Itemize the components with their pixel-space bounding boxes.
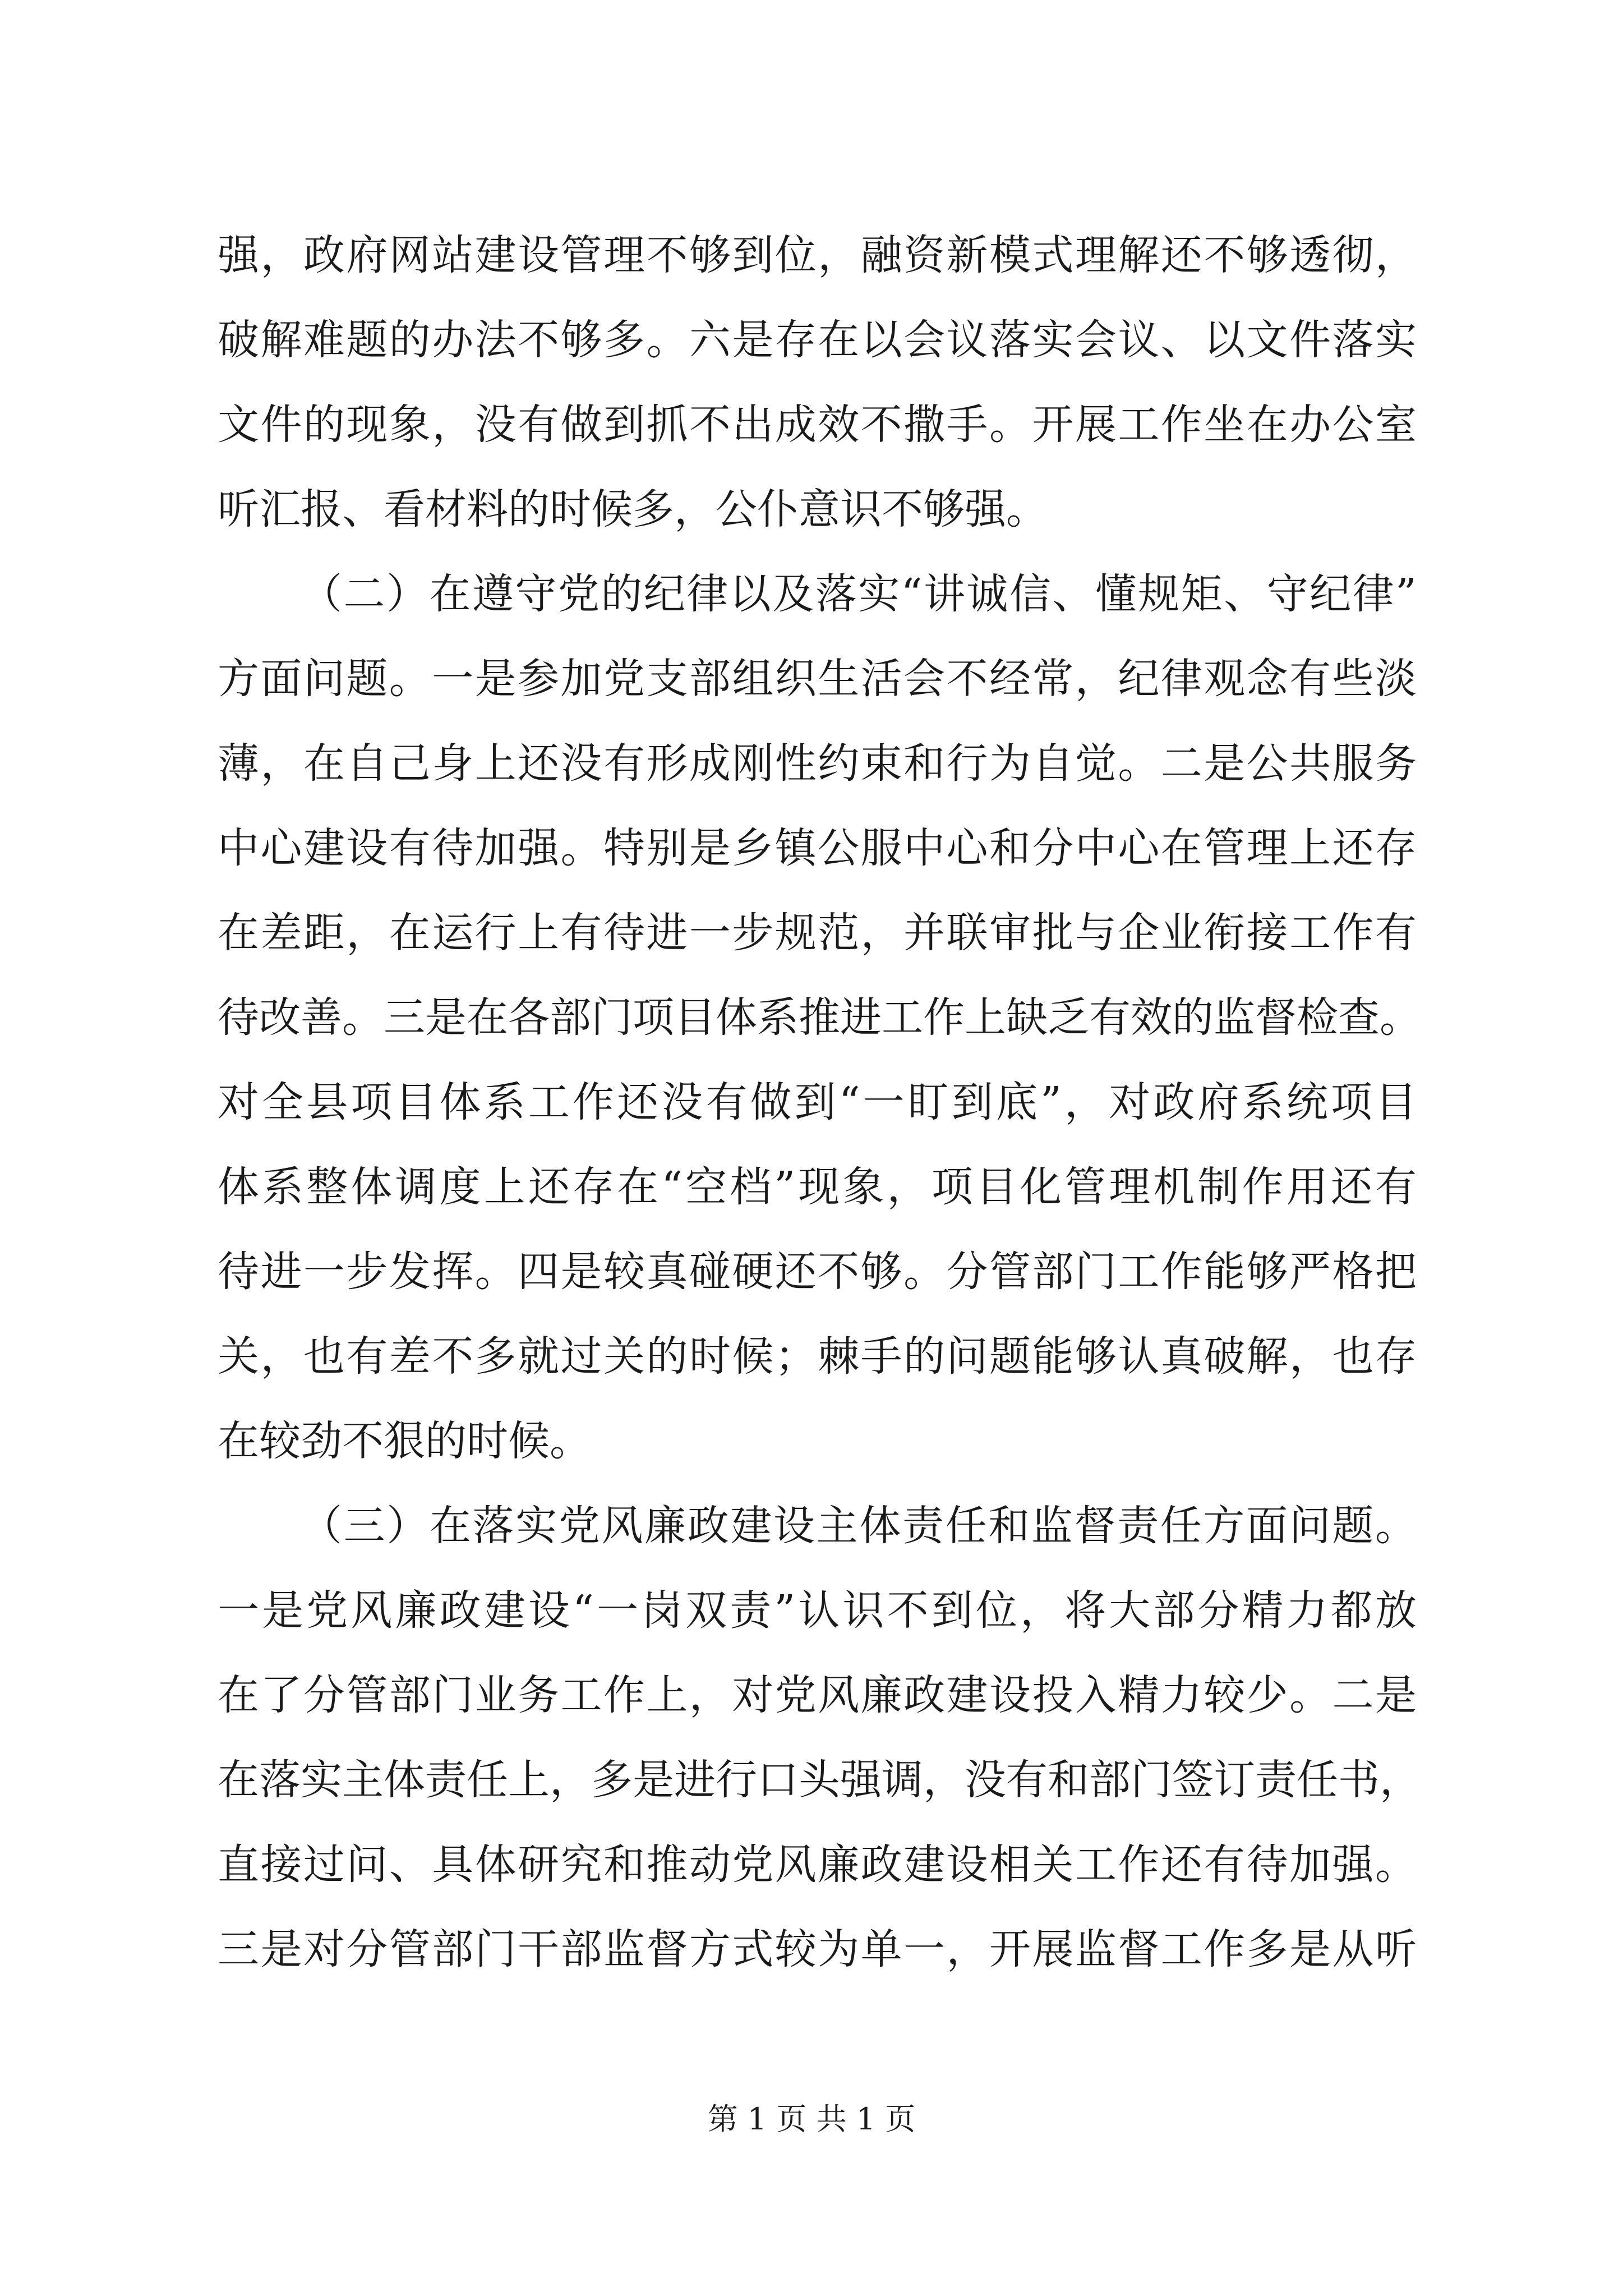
text-line: 对全县项目体系工作还没有做到“一盯到底”，对政府系统项目 [218,1078,1417,1126]
text-line: 在较劲不狠的时候。 [218,1417,591,1465]
page-footer: 第 1 页 共 1 页 [707,2101,916,2137]
text-line: 体系整体调度上还存在“空档”现象，项目化管理机制作用还有 [218,1163,1417,1211]
text-line: （三）在落实党风廉政建设主体责任和监督责任方面问题。 [301,1502,1417,1550]
text-line: 一是党风廉政建设“一岗双责”认识不到位，将大部分精力都放 [218,1586,1417,1635]
text-line: 方面问题。一是参加党支部组织生活会不经常，纪律观念有些淡 [218,655,1417,703]
text-line: 在落实主体责任上，多是进行口头强调，没有和部门签订责任书， [218,1756,1421,1804]
text-line: 待改善。三是在各部门项目体系推进工作上缺乏有效的监督检查。 [218,993,1421,1042]
text-line: 直接过问、具体研究和推动党风廉政建设相关工作还有待加强。 [218,1841,1417,1889]
text-line: 强，政府网站建设管理不够到位，融资新模式理解还不够透彻， [218,231,1417,279]
text-line: 在差距，在运行上有待进一步规范，并联审批与企业衔接工作有 [218,909,1417,957]
text-line: （二）在遵守党的纪律以及落实“讲诚信、懂规矩、守纪律” [301,570,1417,618]
text-line: 待进一步发挥。四是较真碰硬还不够。分管部门工作能够严格把 [218,1248,1417,1296]
text-line: 三是对分管部门干部监督方式较为单一，开展监督工作多是从听 [218,1925,1417,1973]
text-line: 破解难题的办法不够多。六是存在以会议落实会议、以文件落实 [218,316,1417,364]
text-line: 听汇报、看材料的时候多，公仆意识不够强。 [218,485,1048,533]
text-line: 中心建设有待加强。特别是乡镇公服中心和分中心在管理上还存 [218,824,1417,872]
text-line: 在了分管部门业务工作上，对党风廉政建设投入精力较少。二是 [218,1671,1417,1719]
body-text [218,213,1421,1992]
text-line: 薄，在自己身上还没有形成刚性约束和行为自觉。二是公共服务 [218,739,1417,788]
text-line: 文件的现象，没有做到抓不出成效不撒手。开展工作坐在办公室 [218,401,1417,449]
text-line: 关，也有差不多就过关的时候；棘手的问题能够认真破解，也存 [218,1332,1417,1381]
